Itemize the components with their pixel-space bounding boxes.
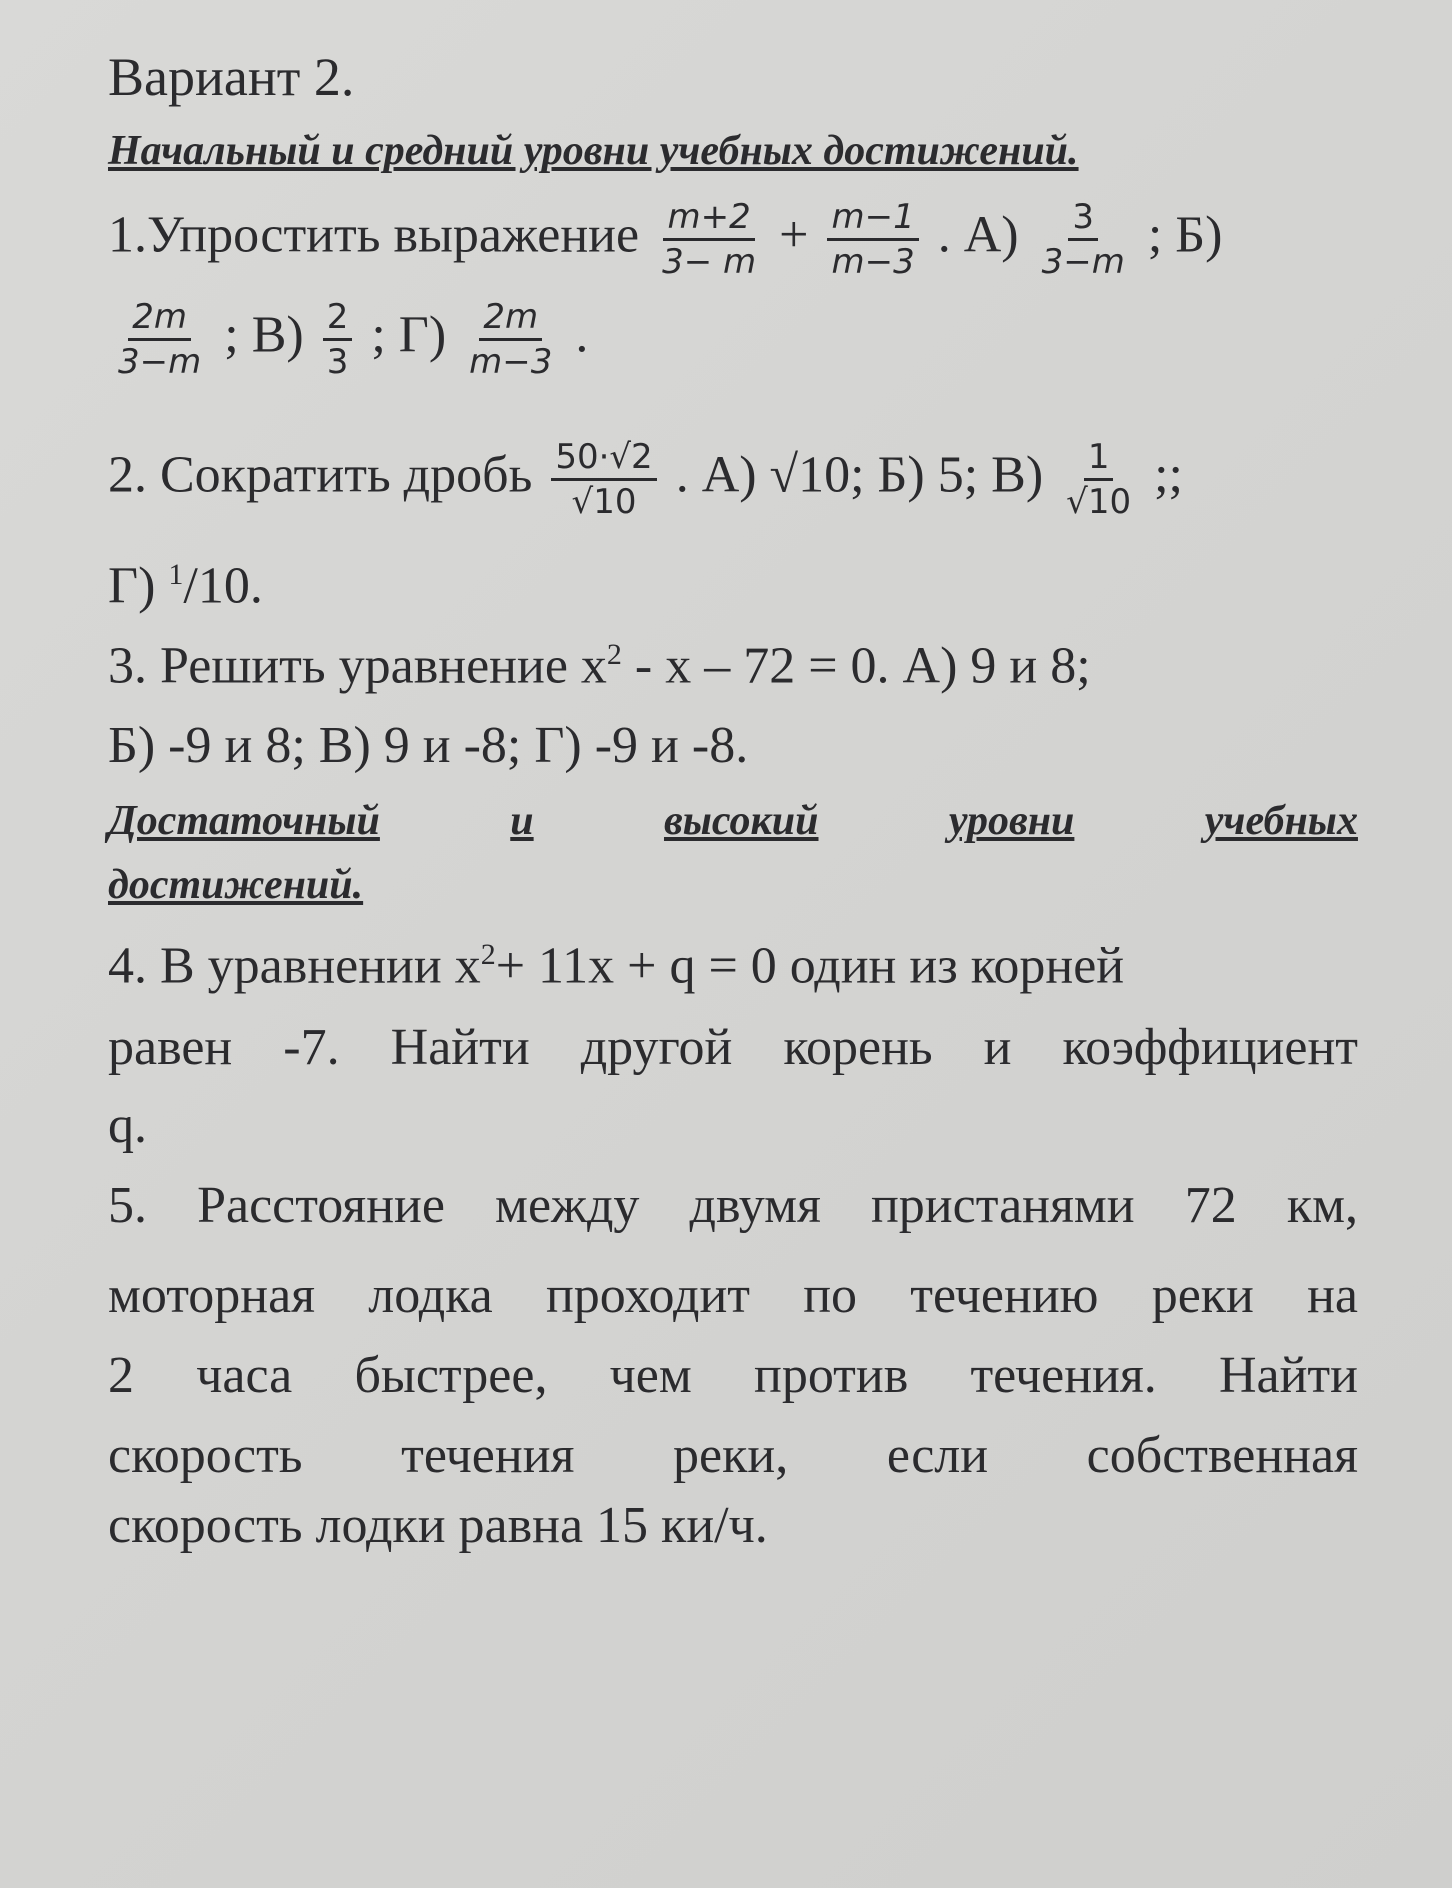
answer-g-label: ; Г) [371, 306, 447, 364]
question-2-line-2: Г) $^1$/10. [108, 557, 263, 615]
question-2-line-1: 2. Сократить дробь $\frac{50\cdot√2}{√10}$ . А) √10; Б) 5; В) $\frac{1}{√10}$ ;; [108, 437, 1184, 522]
question-1-line-1: 1.Упростить выражение $\frac{m+2}{3- m}$ + $\frac{m-1}{m-3}$ . А) $\frac{3}{3-m}$ ; Б) [108, 197, 1223, 282]
question-3-line-1: 3. Решить уравнение $х^2 - х - 72 = 0$. А) 9 и 8; [108, 637, 1091, 695]
question-4-line-3: q. [108, 1097, 147, 1154]
question-5-line-2: моторная лодка проходит по течению реки на [108, 1267, 1358, 1324]
section-heading-basic: Начальный и средний уровни учебных достижений. [108, 128, 1079, 174]
fraction-answer-v: $\frac{2}{3}$ [323, 300, 353, 379]
question-3-line-2: Б) -9 и 8; В) 9 и -8; Г) -9 и -8. [108, 717, 749, 774]
fraction-answer-b: $\frac{2m}{3-m}$ [118, 297, 202, 382]
question-5-line-5: скорость лодки равна 15 ки/ч. [108, 1497, 768, 1554]
question-4-line-1: 4. В уравнении $х^2+ 11х + q = 0$ один из корней [108, 937, 1125, 995]
question-1-line-2: $\frac{2m}{3-m}$ ; В) $\frac{2}{3}$ ; Г) $\frac{2m}{m-3}$ . [108, 300, 588, 379]
question-4-line-2: равен -7. Найти другой корень и коэффициент [108, 1019, 1358, 1076]
fraction-q2-answer-v: $\frac{1}{√10}$ [1066, 437, 1132, 522]
question-5-line-4: скорость течения реки, если собственная [108, 1427, 1358, 1484]
question-5-line-1: 5. Расстояние между двумя пристанями 72 км, [108, 1177, 1358, 1234]
question-2-answers: . А) √10; Б) 5; В) [675, 446, 1044, 504]
answer-b-label: ; Б) [1147, 206, 1223, 264]
section-heading-advanced: Достаточный и высокий уровни учебных [108, 798, 1358, 844]
fraction-2: $\frac{m-1}{m-3}$ [827, 200, 918, 279]
answer-a-label: . А) [937, 206, 1019, 264]
fraction-answer-a: $\frac{3}{3-m}$ [1041, 197, 1125, 282]
variant-title: Вариант 2. [108, 47, 355, 107]
section-heading-advanced-end: достижений. [108, 862, 364, 908]
fraction-answer-g: $\frac{2m}{m-3}$ [469, 297, 553, 382]
question-1-text: 1.Упростить выражение [108, 206, 640, 264]
question-2-text: 2. Сократить дробь [108, 446, 533, 504]
question-5-line-3: 2 часа быстрее, чем против течения. Найти [108, 1347, 1358, 1404]
answer-v-label: ; В) [224, 306, 304, 364]
fraction-1: $\frac{m+2}{3- m}$ [662, 197, 757, 282]
fraction-q2: $\frac{50\cdot√2}{√10}$ [551, 440, 656, 519]
